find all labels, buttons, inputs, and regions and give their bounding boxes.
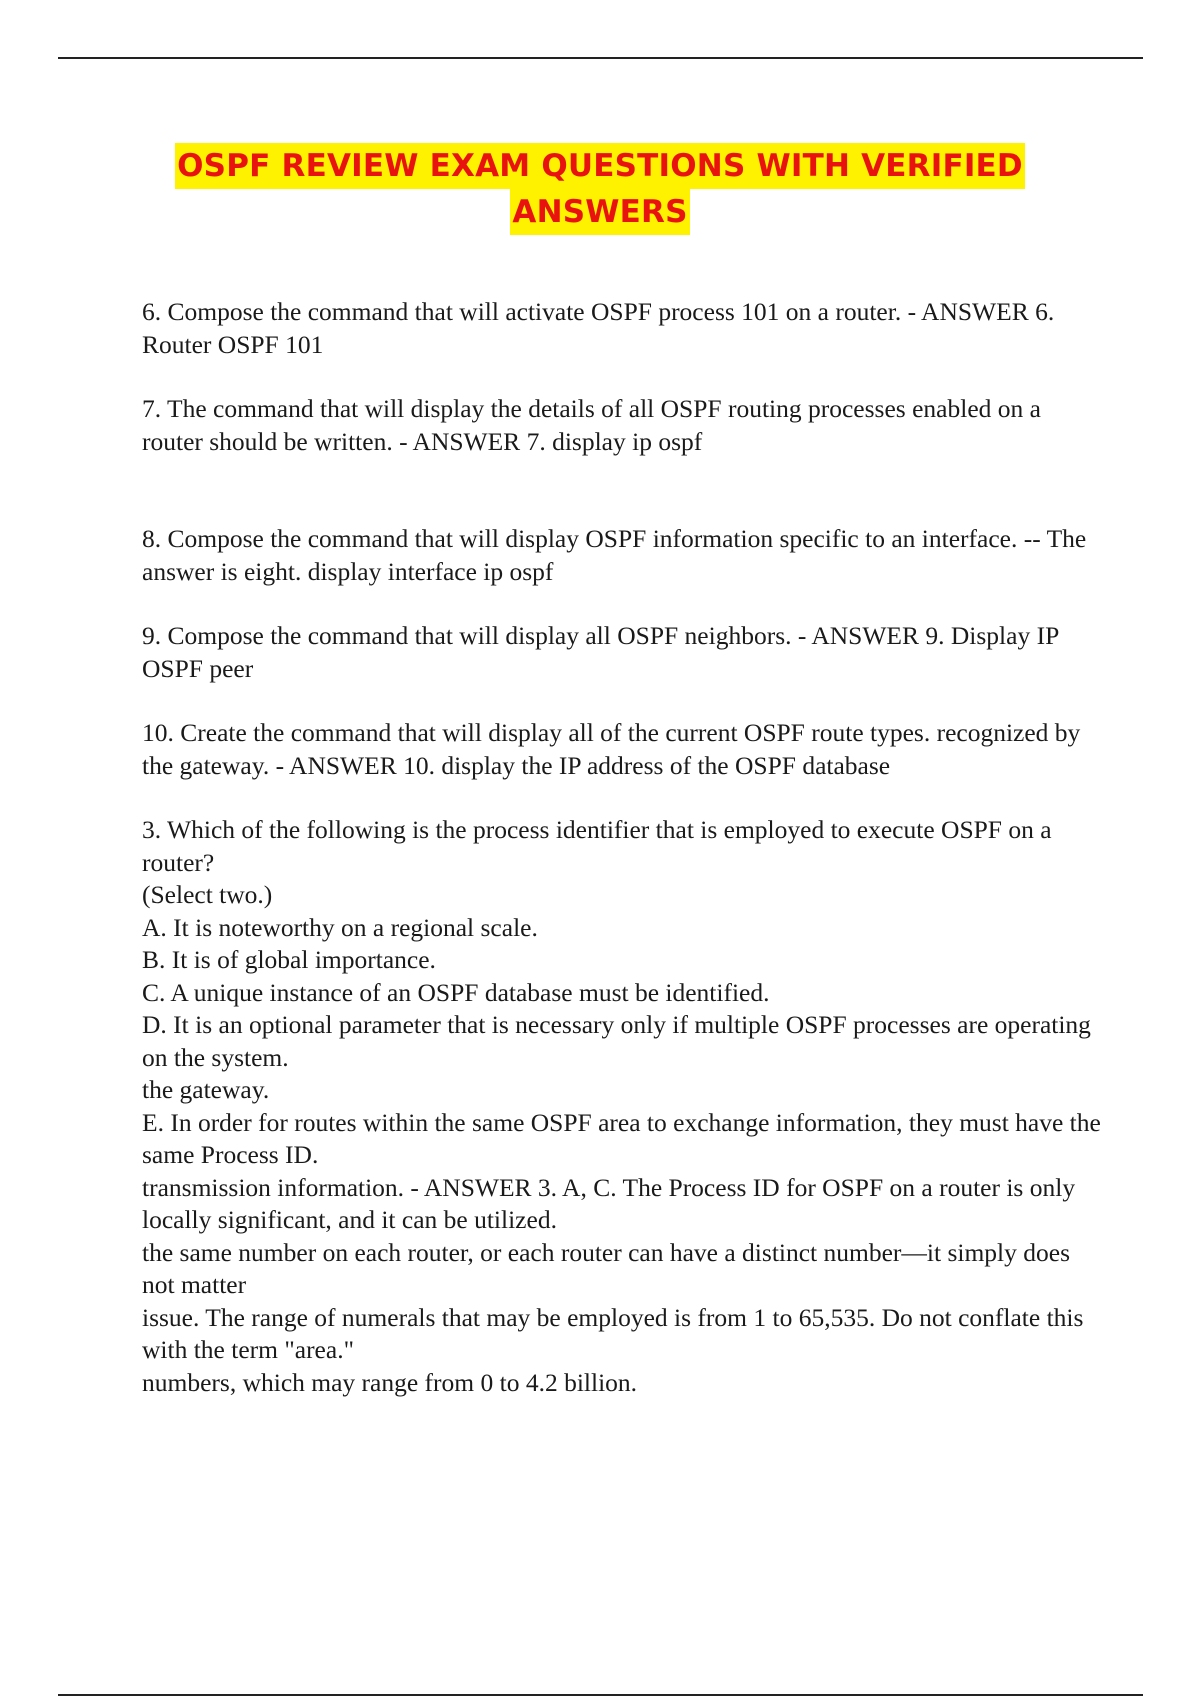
explanation-line-2: issue. The range of numerals that may be employed is from 1 to 65,535. Do not conflate this with the term "area." — [142, 1302, 1084, 1364]
option-c: C. A unique instance of an OSPF database must be identified. — [142, 977, 770, 1007]
question-3-instruction: (Select two.) — [142, 880, 273, 909]
answer-text: transmission information. - ANSWER 3. A, C. The Process ID for OSPF on a router is only locally significant, and it can be utilized. — [142, 1172, 1076, 1234]
explanation-line-1: the same number on each router, or each router can have a distinct number—it simply does not matter — [142, 1237, 1070, 1299]
question-8: 8. Compose the command that will display OSPF information specific to an interface. -- The answer is eight. display interface ip ospf — [142, 524, 1087, 586]
document-title — [0, 143, 1200, 235]
option-a: A. It is noteworthy on a regional scale. — [142, 912, 538, 942]
title-line-1: OSPF REVIEW EXAM QUESTIONS WITH VERIFIED — [175, 143, 1025, 189]
question-7: 7. The command that will display the details of all OSPF routing processes enabled on a router should be written. - ANSWER 7. display ip ospf — [142, 394, 1041, 456]
question-3-stem: 3. Which of the following is the process identifier that is employed to execute OSPF on a router? — [142, 815, 1052, 877]
question-9: 9. Compose the command that will display all OSPF neighbors. - ANSWER 9. Display IP OSPF peer — [142, 621, 1059, 683]
question-6: 6. Compose the command that will activate OSPF process 101 on a router. - ANSWER 6. Router OSPF 101 — [142, 297, 1055, 359]
option-d: D. It is an optional parameter that is necessary only if multiple OSPF processes are operating on the system. — [142, 1010, 1091, 1072]
top-rule — [58, 57, 1143, 59]
title-line-2: ANSWERS — [510, 189, 689, 235]
text-fragment: the gateway. — [142, 1075, 270, 1104]
option-b: B. It is of global importance. — [142, 945, 436, 974]
question-3-block — [142, 814, 1102, 1399]
explanation-line-3: numbers, which may range from 0 to 4.2 billion. — [142, 1367, 638, 1397]
question-10: 10. Create the command that will display all of the current OSPF route types. recognized by the gateway. - ANSWER 10. display the IP address of the OSPF database — [142, 718, 1081, 780]
bottom-rule — [58, 1694, 1143, 1696]
document-body — [142, 296, 1102, 1399]
option-e: E. In order for routes within the same OSPF area to exchange information, they must have the same Process ID. — [142, 1107, 1101, 1169]
